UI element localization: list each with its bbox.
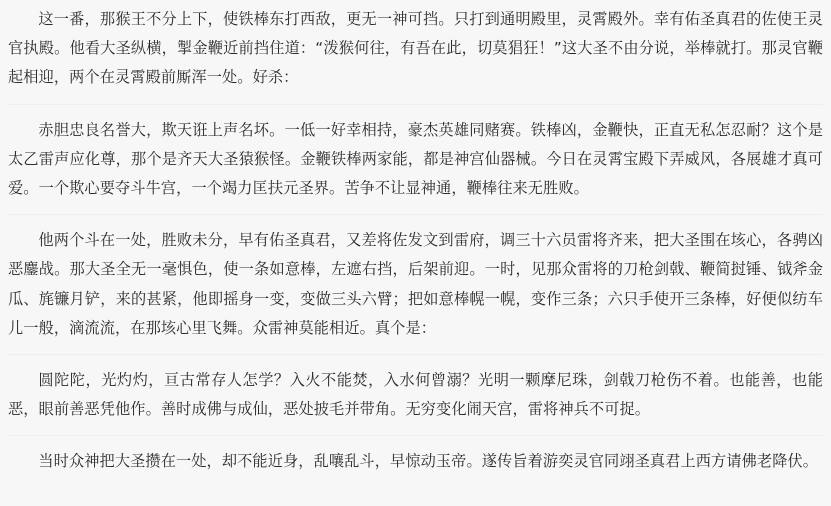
- paragraph: 这一番，那猴王不分上下，使铁棒东打西敌，更无一神可挡。只打到通明殿里，灵霄殿外。幸有佑圣真君的佐使王灵官执殿。他看大圣纵横，掣金鞭近前挡住道：“泼猴何往，有吾在此，切莫猖狂！”这大圣不由分说，举棒就打。那灵官鞭起相迎，两个在灵霄殿前厮浑一处。好杀：: [8, 10, 823, 87]
- paragraph: 圆陀陀，光灼灼，亘古常存人怎学？入火不能焚，入水何曾溺？光明一颗摩尼珠，剑戟刀枪伤不着。也能善，也能恶，眼前善恶凭他作。善时成佛与成仙，恶处披毛并带角。无穷变化闹天宫，雷将神兵不可捉。: [8, 371, 823, 419]
- paragraph-divider: [8, 435, 823, 436]
- paragraph: 赤胆忠良名誉大，欺天诳上声名坏。一低一好幸相持，豪杰英雄同赌赛。铁棒凶，金鞭快，正直无私怎忍耐？这个是太乙雷声应化尊，那个是齐天大圣猿猴怪。金鞭铁棒两家能，都是神宫仙器械。今日在灵霄宝殿下弄威风，各展雄才真可爱。一个欺心要夺斗牛宫，一个竭力匡扶元圣界。苦争不让显神通，鞭棒往来无胜败。: [8, 120, 823, 198]
- paragraph-divider: [8, 354, 823, 355]
- paragraph: 他两个斗在一处，胜败未分，早有佑圣真君，又差将佐发文到雷府，调三十六员雷将齐来，把大圣围在垓心，各骋凶恶鏖战。那大圣全无一毫惧色，使一条如意棒，左遮右挡，后架前迎。一时，见那众雷将的刀枪剑戟、鞭简挝锤、钺斧金瓜、旄镰月铲，来的甚紧，他即摇身一变，变做三头六臂；把如意棒幌一幌，变作三条；六只手使开三条棒，好便似纺车儿一般，滴流流，在那垓心里飞舞。众雷神莫能相近。真个是：: [8, 231, 823, 337]
- paragraph-divider: [8, 214, 823, 215]
- paragraph-divider: [8, 104, 823, 105]
- paragraph: 当时众神把大圣攒在一处，却不能近身，乱嚷乱斗，早惊动玉帝。遂传旨着游奕灵官同翊圣真君上西方请佛老降伏。: [38, 452, 819, 471]
